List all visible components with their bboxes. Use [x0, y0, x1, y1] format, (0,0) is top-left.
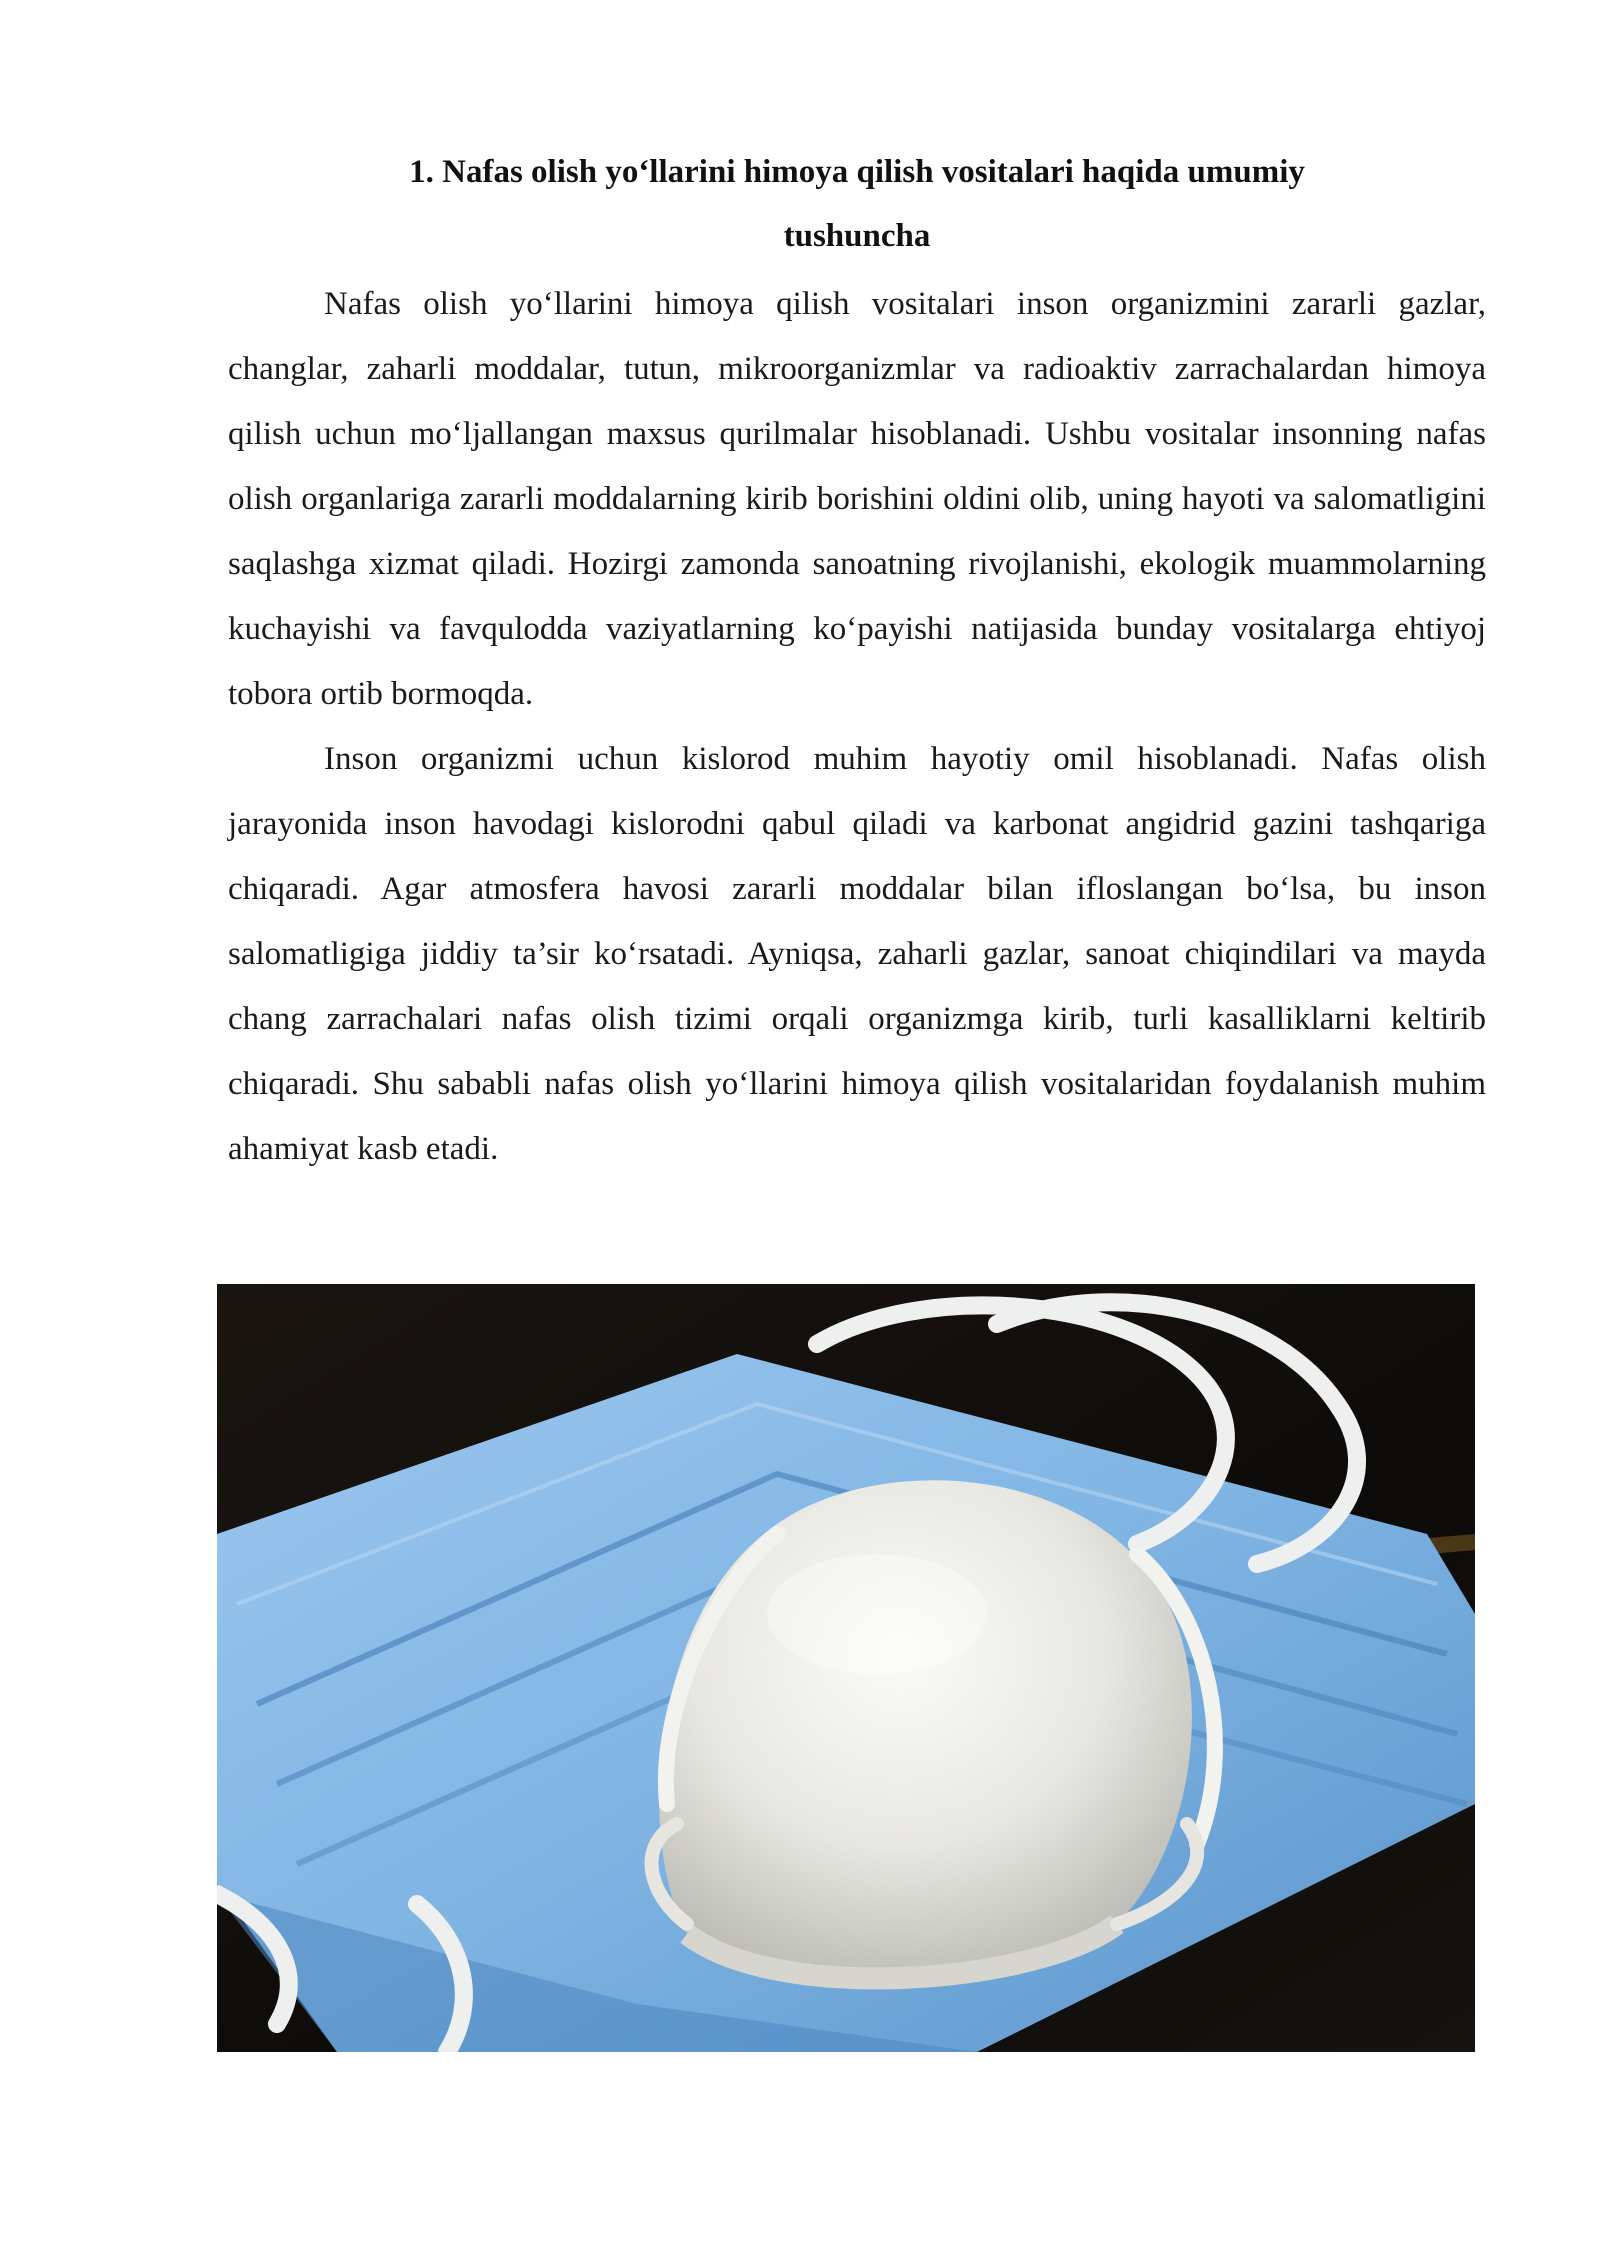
mask-photo-illustration	[217, 1284, 1475, 2052]
paragraph-intro: Nafas olish yo‘llarini himoya qilish vositalari inson organizmini zararli gazlar, changlar, zaharli moddalar, tutun, mikroorganizmlar va radioaktiv zarrachalardan himoya qilish uchun mo‘ljallangan maxsus qurilmalar hisoblanadi. Ushbu vositalar insonning nafas olish organlariga zararli moddalarning kirib borishini oldini olib, uning hayoti va salomatligini saqlashga xizmat qiladi. Hozirgi zamonda sanoatning rivojlanishi, ekologik muammolarning kuchayishi va favqulodda vaziyatlarning ko‘payishi natijasida bunday vositalarga ehtiyoj tobora ortib bormoqda.	[228, 286, 1486, 712]
section-heading	[228, 140, 1486, 268]
heading-line-1: 1. Nafas olish yo‘llarini himoya qilish vositalari haqida umumiy	[409, 154, 1305, 190]
paragraph-oxygen: Inson organizmi uchun kislorod muhim hayotiy omil hisoblanadi. Nafas olish jarayonida inson havodagi kislorodni qabul qiladi va karbonat angidrid gazini tashqariga chiqaradi. Agar atmosfera havosi zararli moddalar bilan ifloslangan bo‘lsa, bu inson salomatligiga jiddiy ta’sir ko‘rsatadi. Ayniqsa, zaharli gazlar, sanoat chiqindilari va mayda chang zarrachalari nafas olish tizimi orqali organizmga kirib, turli kasalliklarni keltirib chiqaradi. Shu sababli nafas olish yo‘llarini himoya qilish vositalaridan foydalanish muhim ahamiyat kasb etadi.	[228, 741, 1486, 1167]
respirator-mask-photo	[217, 1284, 1475, 2052]
heading-line-2: tushuncha	[783, 218, 931, 254]
body-text	[228, 272, 1486, 1182]
